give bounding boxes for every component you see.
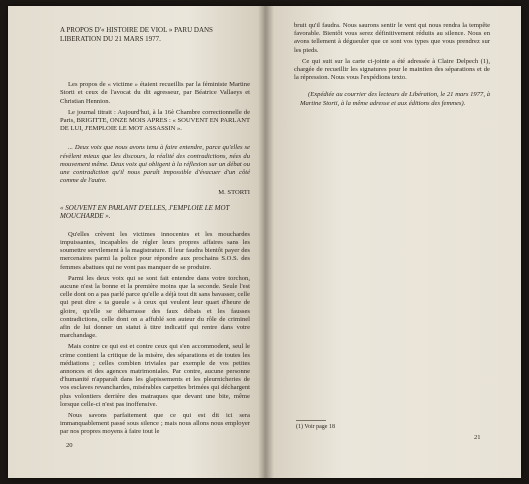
left-page-text bbox=[60, 26, 250, 440]
quote-paragraph: ... Deux voix que nous avons tenu à faire entendre, parce qu'elles se révèlent mieux que les discours, la réalité des contradictions, nées du mouvement même. Deux voix qui obligent à la réflexion sur un débat ou une contradiction qu'il nous paraît impossible d'évacuer d'un côté comme de l'autre. bbox=[60, 144, 250, 185]
letter-subheading: « SOUVENT EN PARLANT D'ELLES, J'EMPLOIE LE MOT MOUCHARDE ». bbox=[60, 203, 230, 221]
book-gutter bbox=[258, 6, 274, 478]
article-heading: A PROPOS D'« HISTOIRE DE VIOL » PARU DANS LIBERATION DU 21 MARS 1977. bbox=[60, 26, 213, 43]
dispatch-note: (Expédiée au courrier des lecteurs de Libération, le 21 mars 1977, à Martine Storti, à la même adresse et aux éditions des femmes). bbox=[300, 91, 490, 107]
letter-paragraph-3: Mais contre ce qui est et contre ceux qui s'en accommodent, seul le crime contient la critique de la misère, des séparations et de toutes les médiations ; celles combien triviales par exemple de vos petites annonces et des agences matrimoniales. Par contre, aucune personne d'humanité n'apparaît dans les glapissements et les pleurnicheries de vos esclaves revanchardes, misérables carpettes brimées qui déchargent plus volontiers derrière des matraques que devant une bite, même lorsque celle-ci n'est pas inoffensive. bbox=[60, 343, 250, 408]
headline-paragraph: Le journal titrait : Aujourd'hui, à la 16è Chambre correctionnelle de Paris, BRIGITTE, ONZE MOIS APRES : « SOUVENT EN PARLANT DE LUI, J'EMPLOIE LE MOT ASSASSIN ». bbox=[60, 108, 250, 133]
footnote-rule bbox=[296, 420, 326, 421]
footnote: (1) Voir page 18 bbox=[296, 424, 335, 430]
letter-paragraph-4: Nous savons parfaitement que ce qui est dit ici sera immanquablement passé sous silence ; mais nous allons nous employer par nos propres moyens à faire tout le bbox=[60, 412, 250, 436]
intro-paragraph: Les propos de « victime » étaient recueillis par la féministe Martine Storti et ceux de l'avocat du dit agresseur, par Béatrice Vallaeys et Christian Hennion. bbox=[60, 81, 250, 105]
left-folio: 20 bbox=[66, 442, 73, 449]
open-booklet bbox=[8, 6, 521, 478]
left-page bbox=[8, 6, 264, 478]
right-page bbox=[266, 6, 521, 478]
signature: M. STORTI bbox=[218, 189, 250, 197]
continued-paragraph: bruit qu'il faudra. Nous saurons sentir le vent qui nous rendra la tempête favorable. Bientôt vous serez définitivement réduits au silence. Nous en avons tellement à dégueuler que ce sont vos types que vous prendrez sur les pieds. bbox=[294, 22, 490, 54]
right-page-text bbox=[294, 22, 490, 111]
letter-paragraph-2: Parmi les deux voix qui se sont fait entendre dans votre torchon, aucune n'est la bonne et la première moins que la seconde. Seule l'est celle dont on a pas parlé parce qu'elle a déjà tout dit sans bavasser, celle qui peut dire « ta gueule » à ceux qui veulent leur quart d'heure de gloire, qu'elle se débarrasse des faux débats et les fausses contradictions, celle dont on a affublé son auteur du rôle de criminel afin de lui donner un statut à titre indicatif qui rentre dans votre marchandage. bbox=[60, 274, 250, 340]
letter-paragraph-1: Qu'elles crèvent les victimes innocentes et les mouchardes impuissantes, incapables de régler leurs propres affaires sans les soumettre servilement à la magistrature. Il leur faudra bientôt payer des mercenaires parmi la police pour répondre aux prochains S.O.S. des femmes abattues qui ne vont pas manquer de se produire. bbox=[60, 230, 250, 271]
card-paragraph: Ce qui suit sur la carte ci-jointe a été adressée à Claire Delpech (1), chargée de recueillir les signatures pour le maintien des séparations et de la répression. Nous vous l'expédions texto. bbox=[294, 57, 490, 82]
right-folio: 21 bbox=[474, 434, 481, 441]
